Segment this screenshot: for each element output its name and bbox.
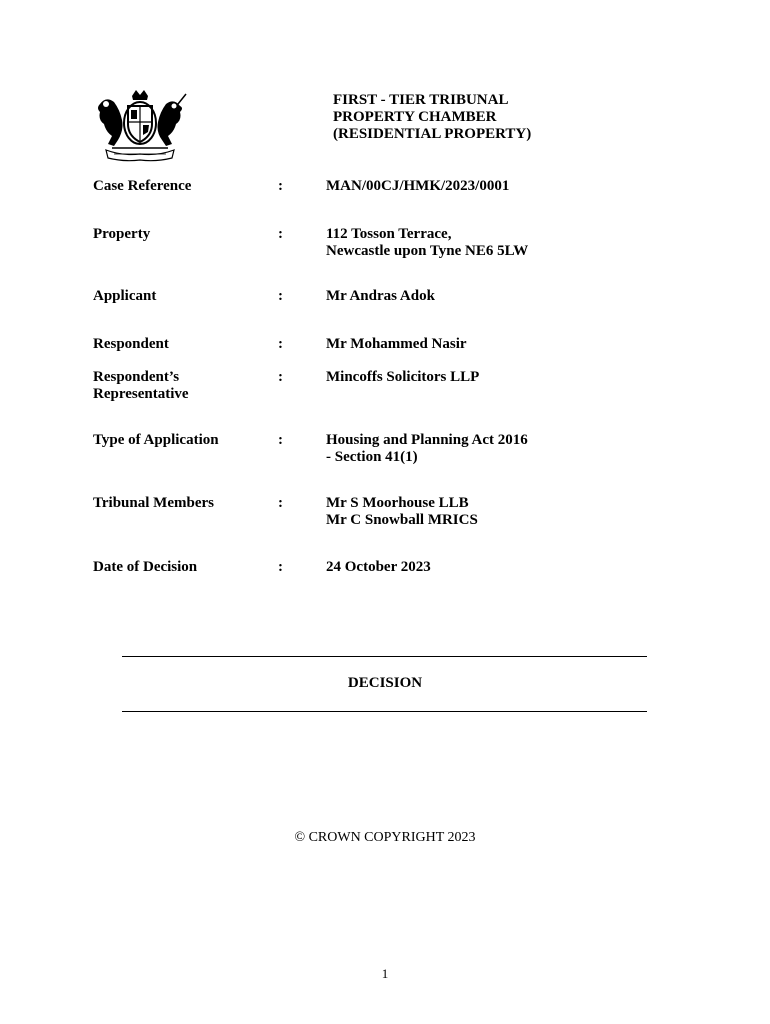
heading-line-1: FIRST - TIER TRIBUNAL bbox=[333, 92, 509, 108]
tribunal-members-label: Tribunal Members bbox=[93, 495, 214, 511]
representative-value: Mincoffs Solicitors LLP bbox=[326, 369, 480, 385]
separator: : bbox=[278, 178, 283, 194]
royal-coat-of-arms-icon bbox=[92, 86, 188, 162]
tribunal-heading bbox=[333, 92, 531, 143]
tribunal-member-1: Mr S Moorhouse LLB bbox=[326, 495, 469, 511]
case-reference-value: MAN/00CJ/HMK/2023/0001 bbox=[326, 178, 510, 194]
separator: : bbox=[278, 226, 283, 242]
decision-title: DECISION bbox=[347, 675, 423, 691]
property-value-line-1: 112 Tosson Terrace, bbox=[326, 226, 452, 242]
representative-label bbox=[93, 369, 263, 403]
separator: : bbox=[278, 559, 283, 575]
heading-line-2: PROPERTY CHAMBER bbox=[333, 109, 497, 125]
type-of-application-value bbox=[326, 432, 646, 466]
case-reference-label: Case Reference bbox=[93, 178, 192, 194]
property-label: Property bbox=[93, 226, 151, 242]
type-of-application-line-2: - Section 41(1) bbox=[326, 449, 418, 465]
date-of-decision-label: Date of Decision bbox=[93, 559, 198, 575]
heading-line-3: (RESIDENTIAL PROPERTY) bbox=[333, 126, 532, 142]
top-divider bbox=[122, 656, 647, 657]
property-value-line-2: Newcastle upon Tyne NE6 5LW bbox=[326, 243, 529, 259]
separator: : bbox=[278, 369, 283, 385]
separator: : bbox=[278, 495, 283, 511]
respondent-value: Mr Mohammed Nasir bbox=[326, 336, 467, 352]
separator: : bbox=[278, 288, 283, 304]
representative-label-line-2: Representative bbox=[93, 386, 189, 402]
type-of-application-label: Type of Application bbox=[93, 432, 219, 448]
tribunal-member-2: Mr C Snowball MRICS bbox=[326, 512, 478, 528]
applicant-value: Mr Andras Adok bbox=[326, 288, 435, 304]
representative-label-line-1: Respondent’s bbox=[93, 369, 180, 385]
property-value bbox=[326, 226, 646, 260]
respondent-label: Respondent bbox=[93, 336, 169, 352]
page-number: 1 bbox=[381, 966, 389, 981]
separator: : bbox=[278, 336, 283, 352]
bottom-divider bbox=[122, 711, 647, 712]
date-of-decision-value: 24 October 2023 bbox=[326, 559, 431, 575]
separator: : bbox=[278, 432, 283, 448]
type-of-application-line-1: Housing and Planning Act 2016 bbox=[326, 432, 528, 448]
tribunal-members-value bbox=[326, 495, 646, 529]
copyright-notice: © CROWN COPYRIGHT 2023 bbox=[294, 830, 476, 845]
applicant-label: Applicant bbox=[93, 288, 157, 304]
